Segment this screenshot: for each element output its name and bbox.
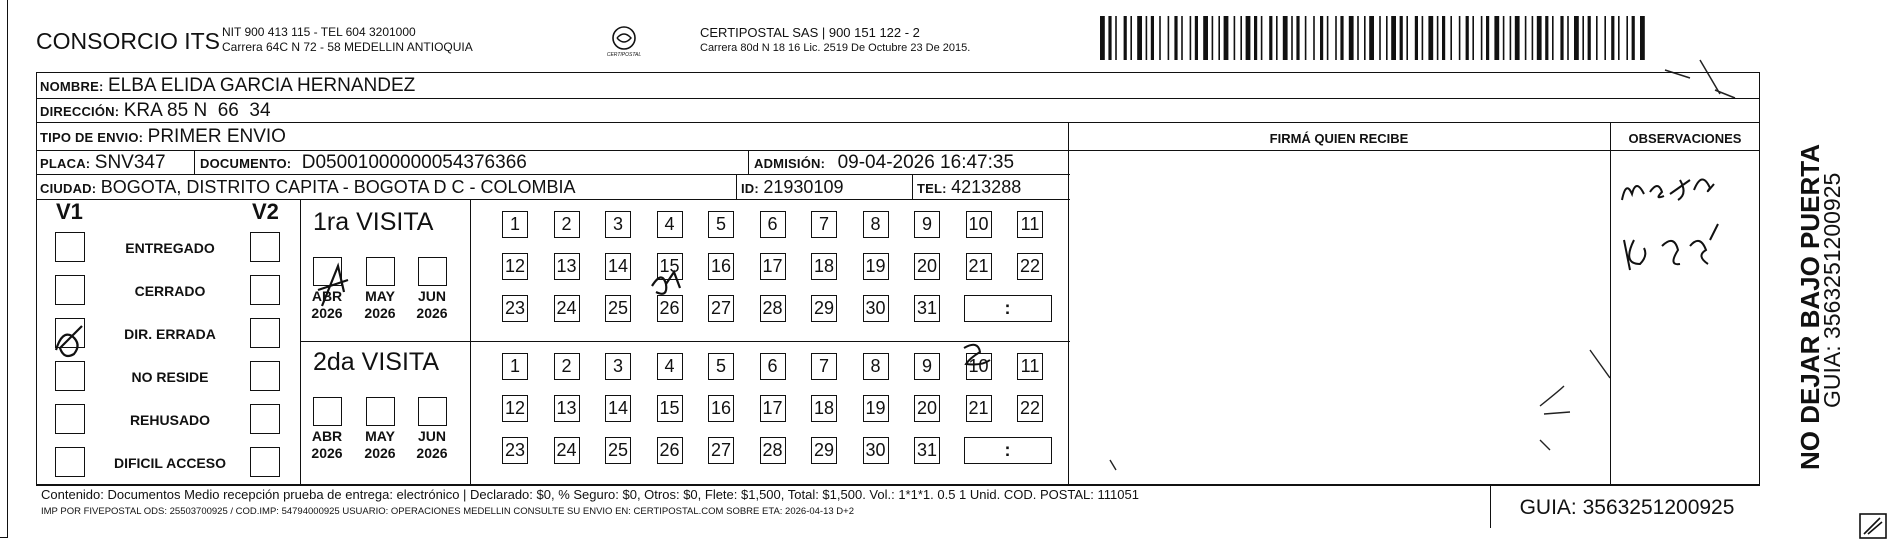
v1-checkbox[interactable] [55, 447, 85, 477]
visit1-month-label [412, 288, 452, 322]
handwritten-month-mark [314, 262, 354, 308]
send-type-row [40, 126, 286, 148]
month-year: 2026 [311, 305, 343, 321]
handwritten-obs-text-1 [1626, 160, 1629, 161]
admission-row [754, 152, 1014, 174]
visit2-month-checkbox[interactable] [366, 397, 395, 426]
barcode-bar [1195, 16, 1198, 60]
id-label: ID: [741, 181, 759, 196]
tel-label: TEL: [917, 181, 947, 196]
barcode-bar [1335, 16, 1337, 60]
status-label: REHUSADO [129, 412, 211, 428]
barcode-bar [1428, 16, 1433, 60]
visit1-day-cell[interactable]: 15 [657, 253, 683, 280]
barcode-bar [1515, 16, 1520, 60]
col-divider [1068, 122, 1069, 484]
document-row [200, 152, 527, 174]
barcode-bar [1364, 16, 1366, 60]
month-name: JUN [417, 288, 446, 304]
month-year: 2026 [416, 305, 448, 321]
barcode-bar [1406, 16, 1408, 60]
barcode-bar [1124, 16, 1127, 60]
visit1-day-cell[interactable]: 29 [811, 295, 837, 322]
certipostal-logo [607, 24, 641, 62]
barcode-bar [1349, 16, 1354, 60]
visit2-title: 2da VISITA [313, 348, 439, 376]
barcode-bar [1234, 16, 1236, 60]
barcode-bar [1618, 16, 1620, 60]
barcode-bar [1472, 16, 1474, 60]
v1-checkbox[interactable] [55, 275, 85, 305]
handwritten-obs-text-2 [1626, 240, 1629, 241]
carrier-info: CERTIPOSTAL SAS | 900 151 122 - 2 [700, 25, 920, 40]
barcode-bar [1246, 16, 1251, 60]
visit1-day-cell[interactable]: 24 [554, 295, 580, 322]
visit1-day-cell[interactable]: 14 [605, 253, 631, 280]
month-year: 2026 [311, 445, 343, 461]
footer-guia: GUIA: 3563251200925 [1519, 496, 1735, 519]
visit2-day-cell[interactable]: 23 [502, 437, 528, 464]
visit2-month-label [412, 428, 452, 462]
visit1-day-cell[interactable]: 19 [863, 253, 889, 280]
barcode-bar [1494, 16, 1499, 60]
barcode-bar [1159, 16, 1161, 60]
status-label: CERRADO [134, 283, 206, 299]
col-divider [748, 150, 749, 174]
month-name: JUN [417, 428, 446, 444]
v1-checkbox[interactable] [55, 404, 85, 434]
barcode-bar [1604, 16, 1606, 60]
visit1-day-cell[interactable]: 20 [914, 253, 940, 280]
visit2-day-cell[interactable]: 19 [863, 395, 889, 422]
barcode-bar [1296, 16, 1299, 60]
barcode-bar [1224, 16, 1229, 60]
visit1-day-cell[interactable]: 26 [657, 295, 683, 322]
v2-checkbox[interactable] [250, 447, 280, 477]
visit1-day-cell[interactable]: 28 [760, 295, 786, 322]
barcode-bar [1437, 16, 1439, 60]
barcode-bar [1240, 16, 1242, 60]
city-label: CIUDAD: [40, 181, 97, 196]
month-year: 2026 [416, 445, 448, 461]
visit1-day-cell[interactable]: 17 [760, 253, 786, 280]
footer-imp: IMP POR FIVEPOSTAL ODS: 25503700925 / COD.IMP: 54794000925 USUARIO: OPERACIONES MEDELLIN CONSULTE SU ENVIO EN: CERTIPOSTAL.COM SOBRE ETA: 2026-04-13 D+2 [41, 506, 854, 517]
visit1-day-cell[interactable]: 9 [914, 211, 940, 238]
month-year: 2026 [364, 305, 396, 321]
visit2-day-cell[interactable]: 25 [605, 437, 631, 464]
barcode-bar [1369, 16, 1374, 60]
plate: SNV347 [94, 152, 166, 173]
barcode-bar [1459, 16, 1461, 60]
barcode-bar [1261, 16, 1263, 60]
visit1-day-cell[interactable]: 12 [502, 253, 528, 280]
barcode-bar [1313, 16, 1315, 60]
visit2-time-field[interactable]: : [964, 437, 1052, 464]
visit1-day-cell[interactable]: 10 [966, 211, 992, 238]
barcode-bar [1450, 16, 1452, 60]
visit2-day-cell[interactable]: 7 [811, 353, 837, 380]
visit1-day-cell[interactable]: 6 [760, 211, 786, 238]
month-year: 2026 [364, 445, 396, 461]
address-label: DIRECCIÓN: [40, 104, 120, 119]
barcode-bar [1596, 16, 1598, 60]
visit2-day-cell[interactable]: 13 [554, 395, 580, 422]
v2-checkbox[interactable] [250, 361, 280, 391]
barcode-bar [1130, 16, 1132, 60]
visit1-day-cell[interactable]: 30 [863, 295, 889, 322]
barcode-bar [1582, 16, 1584, 60]
visit2-month-label [360, 428, 400, 462]
corner-stamp-mark [1858, 512, 1890, 542]
barcode-bar [1486, 16, 1489, 60]
signature-header: FIRMÁ QUIEN RECIBE [1269, 131, 1409, 146]
visit2-day-cell[interactable]: 1 [502, 353, 528, 380]
handwritten-observation [1618, 160, 1758, 290]
visit2-day-cell[interactable]: 18 [811, 395, 837, 422]
id-row [741, 177, 843, 198]
visit1-month-checkbox[interactable] [366, 257, 395, 286]
v1-checkbox[interactable] [55, 232, 85, 262]
barcode [1098, 14, 1648, 66]
visit2-day-cell[interactable]: 11 [1017, 353, 1043, 380]
company-nit: NIT 900 413 115 - TEL 604 3201000 [222, 25, 416, 39]
plate-label: PLACA: [40, 156, 91, 171]
barcode-bar [1545, 16, 1548, 60]
row-divider [36, 174, 1070, 175]
id-number: 21930109 [763, 177, 844, 197]
row-divider [300, 341, 1070, 342]
barcode-bar [1481, 16, 1483, 60]
v2-checkbox[interactable] [250, 275, 280, 305]
stray-pen-marks [1070, 150, 1610, 484]
visit1-day-cell[interactable]: 21 [966, 253, 992, 280]
barcode-bar [1212, 16, 1214, 60]
row-divider [36, 122, 1760, 123]
visit2-day-cell[interactable]: 3 [605, 353, 631, 380]
barcode-bar [1611, 16, 1614, 60]
visit1-day-cell[interactable]: 23 [502, 295, 528, 322]
visit2-day-cell[interactable]: 12 [502, 395, 528, 422]
visit2-day-cell[interactable]: 14 [605, 395, 631, 422]
recipient-address: KRA 85 N 66 34 [123, 100, 271, 121]
row-divider [36, 199, 1070, 200]
visit2-day-cell[interactable]: 28 [760, 437, 786, 464]
tel-number: 4213288 [951, 177, 1022, 197]
visit1-day-cell[interactable]: 2 [554, 211, 580, 238]
barcode-bar [1291, 16, 1293, 60]
barcode-bar [1283, 16, 1288, 60]
barcode-bar [1203, 16, 1208, 60]
visit1-month-checkbox[interactable] [418, 257, 447, 286]
v1-header: V1 [56, 199, 83, 224]
visit1-day-cell[interactable]: 4 [657, 211, 683, 238]
admission-label: ADMISIÓN: [754, 156, 826, 171]
barcode-bar [1640, 16, 1645, 60]
barcode-bar [1190, 16, 1192, 60]
barcode-bar [1386, 16, 1388, 60]
month-name: ABR [311, 428, 343, 444]
visit1-month-label [360, 288, 400, 322]
col-divider [194, 150, 195, 174]
barcode-bar [1320, 16, 1323, 60]
recipient-name: ELBA ELIDA GARCIA HERNANDEZ [107, 75, 416, 96]
visit1-day-cell[interactable]: 16 [708, 253, 734, 280]
col-divider [736, 174, 737, 199]
status-label: DIFICIL ACCESO [113, 455, 226, 471]
visit1-day-cell[interactable]: 31 [914, 295, 940, 322]
barcode-bar [1151, 16, 1154, 60]
visit2-day-cell[interactable]: 4 [657, 353, 683, 380]
col-divider [1610, 122, 1611, 484]
company-name: CONSORCIO ITS [36, 28, 221, 54]
barcode-bar [1379, 16, 1381, 60]
status-label: DIR. ERRADA [124, 326, 216, 342]
barcode-bar [1100, 16, 1105, 60]
row-divider [36, 484, 1760, 485]
barcode-bar [1574, 16, 1579, 60]
barcode-bar [1327, 16, 1329, 60]
footer-content: Contenido: Documentos Medio recepción prueba de entrega: electrónico | Declarado: $0, % Seguro: $0, Otros: $0, Flete: $1,500, Total: $1,500. Vol.: 1*1*1. 0.5 1 Unid. COD. POSTAL: 111051 [41, 487, 1139, 502]
barcode-bar [1269, 16, 1272, 60]
address-row [40, 100, 271, 122]
left-edge-fragment [0, 0, 8, 538]
barcode-bar [1174, 16, 1177, 60]
barcode-bar [1146, 16, 1148, 60]
logo-text: CERTIPOSTAL [606, 52, 642, 58]
barcode-bar [1305, 16, 1307, 60]
barcode-bar [1552, 16, 1554, 60]
visit2-day-cell[interactable]: 30 [863, 437, 889, 464]
city: BOGOTA, DISTRITO CAPITA - BOGOTA D C - COLOMBIA [100, 177, 576, 197]
visit2-day-cell[interactable]: 16 [708, 395, 734, 422]
document-label: DOCUMENTO: [200, 156, 292, 171]
visit2-day-cell[interactable]: 2 [554, 353, 580, 380]
visit2-month-checkbox[interactable] [418, 397, 447, 426]
handwritten-time-mark [960, 338, 998, 372]
visit2-day-cell[interactable]: 10 [966, 353, 992, 380]
barcode-bar [1357, 16, 1359, 60]
visit1-day-cell[interactable]: 1 [502, 211, 528, 238]
barcode-bar [1560, 16, 1563, 60]
barcode-bar [1108, 16, 1111, 60]
barcode-bar [1532, 16, 1534, 60]
visit2-day-cell[interactable]: 9 [914, 353, 940, 380]
visit2-month-checkbox[interactable] [313, 397, 342, 426]
v1-checkbox[interactable] [55, 361, 85, 391]
barcode-bar [1218, 16, 1220, 60]
barcode-bar [1567, 16, 1569, 60]
side-guia: GUIA: 3563251200925 [1819, 172, 1845, 408]
barcode-bar [1632, 16, 1635, 60]
send-type: PRIMER ENVIO [147, 126, 286, 147]
visit2-day-cell[interactable]: 27 [708, 437, 734, 464]
v2-checkbox[interactable] [250, 404, 280, 434]
visit2-day-cell[interactable]: 15 [657, 395, 683, 422]
handwritten-check-mark [52, 322, 92, 362]
visit2-day-cell[interactable]: 26 [657, 437, 683, 464]
company-address: Carrera 64C N 72 - 58 MEDELLIN ANTIOQUIA [222, 40, 473, 54]
month-name: MAY [365, 288, 395, 304]
barcode-bar [1181, 16, 1183, 60]
month-name: MAY [365, 428, 395, 444]
document-number: D05001000000054376366 [301, 152, 527, 173]
visit1-day-cell[interactable]: 8 [863, 211, 889, 238]
tel-row [917, 177, 1021, 198]
status-label: NO RESIDE [131, 369, 209, 385]
city-row [40, 177, 575, 198]
visit2-day-cell[interactable]: 8 [863, 353, 889, 380]
visit1-day-cell[interactable]: 11 [1017, 211, 1043, 238]
barcode-bar [1442, 16, 1445, 60]
v2-checkbox[interactable] [250, 318, 280, 348]
visit1-day-cell[interactable]: 5 [708, 211, 734, 238]
col-divider [1490, 484, 1491, 528]
v2-header: V2 [252, 199, 279, 224]
name-label: NOMBRE: [40, 79, 104, 94]
visit2-day-cell[interactable]: 5 [708, 353, 734, 380]
barcode-bar [1415, 16, 1418, 60]
row-divider [36, 150, 1070, 151]
visit2-day-cell[interactable]: 20 [914, 395, 940, 422]
visit2-day-cell[interactable]: 24 [554, 437, 580, 464]
observations-header: OBSERVACIONES [1628, 131, 1742, 146]
barcode-bar [1626, 16, 1628, 60]
barcode-bar [1254, 16, 1257, 60]
barcode-bar [1115, 16, 1117, 60]
visit2-day-cell[interactable]: 17 [760, 395, 786, 422]
carrier-address: Carrera 80d N 18 16 Lic. 2519 De Octubre 23 De 2015. [700, 42, 971, 54]
visit1-day-cell[interactable]: 18 [811, 253, 837, 280]
barcode-bar [1525, 16, 1527, 60]
barcode-bar [1391, 16, 1396, 60]
month-name: ABR [311, 288, 343, 304]
admission-date: 09-04-2026 16:47:35 [837, 152, 1015, 173]
visit2-day-cell[interactable]: 31 [914, 437, 940, 464]
visit2-day-cell[interactable]: 21 [966, 395, 992, 422]
barcode-bar [1276, 16, 1278, 60]
visit1-day-cell[interactable]: 22 [1017, 253, 1043, 280]
visit1-title: 1ra VISITA [313, 208, 434, 236]
visit2-day-cell[interactable]: 6 [760, 353, 786, 380]
barcode-bar [1422, 16, 1424, 60]
barcode-bar [1537, 16, 1542, 60]
name-row [40, 75, 415, 97]
visit2-day-cell[interactable]: 29 [811, 437, 837, 464]
visit1-day-cell[interactable]: 27 [708, 295, 734, 322]
barcode-bar [1340, 16, 1343, 60]
barcode-bar [1466, 16, 1469, 60]
handwritten-day-mark [648, 268, 684, 302]
barcode-bar [1168, 16, 1170, 60]
barcode-bar [1400, 16, 1403, 60]
visit2-month-label [307, 428, 347, 462]
side-do-not-leave: NO DEJAR BAJO PUERTA [1795, 143, 1825, 470]
visit1-day-cell[interactable]: 13 [554, 253, 580, 280]
barcode-bar [1588, 16, 1591, 60]
barcode-bar [1137, 16, 1142, 60]
visit1-day-cell[interactable]: 7 [811, 211, 837, 238]
barcode-bar [1510, 16, 1512, 60]
row-divider [36, 98, 1760, 99]
visit1-day-cell[interactable]: 3 [605, 211, 631, 238]
visit2-day-cell[interactable]: 22 [1017, 395, 1043, 422]
plate-row [40, 152, 166, 174]
send-type-label: TIPO DE ENVIO: [40, 130, 144, 145]
barcode-bar [1503, 16, 1505, 60]
visit1-time-field[interactable]: : [964, 295, 1052, 322]
v2-checkbox[interactable] [250, 232, 280, 262]
visit1-day-cell[interactable]: 25 [605, 295, 631, 322]
col-divider [912, 174, 913, 199]
status-label: ENTREGADO [125, 240, 215, 256]
